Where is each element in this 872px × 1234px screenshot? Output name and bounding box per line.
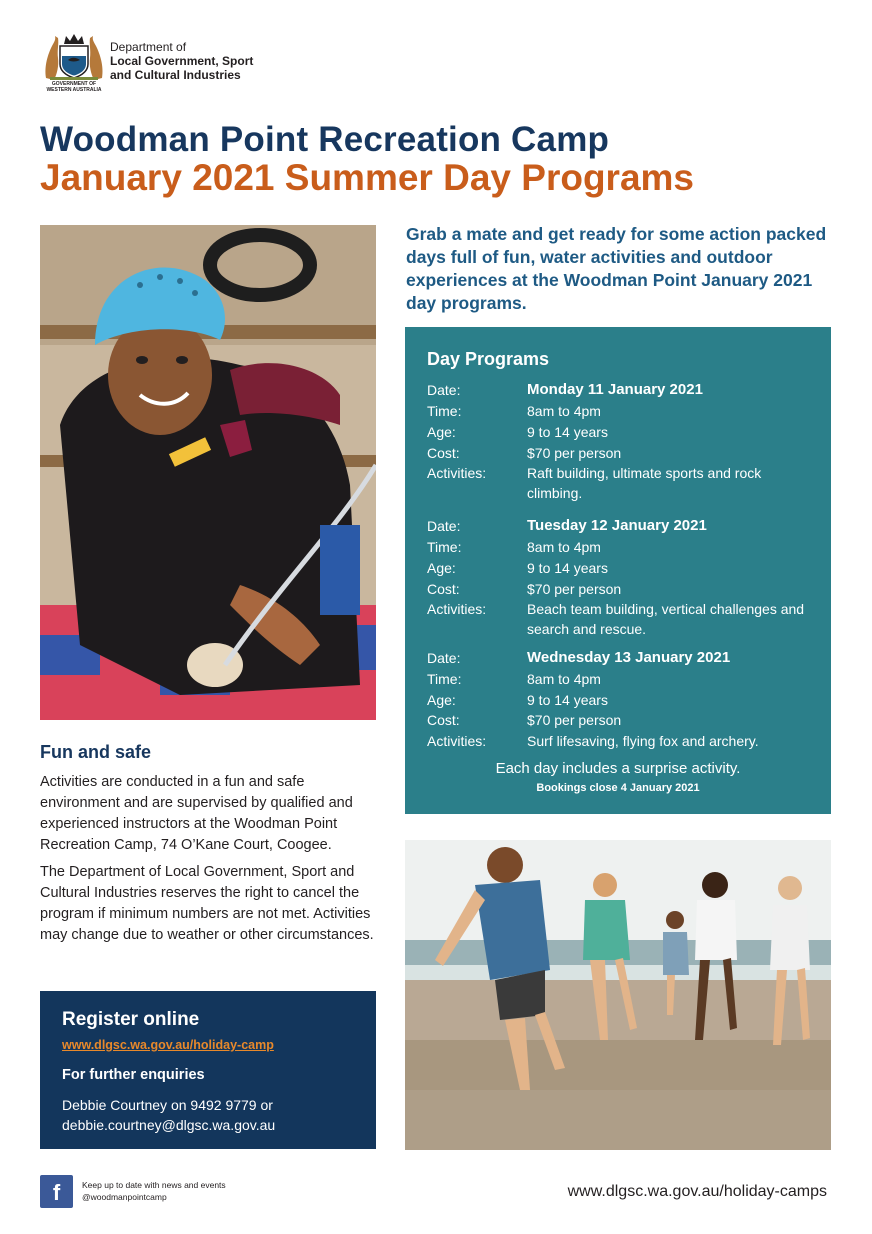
- time-label: Time:: [427, 671, 462, 687]
- fun-and-safe-heading: Fun and safe: [40, 742, 152, 762]
- program-age: 9 to 14 years: [527, 560, 608, 576]
- kids-beach-photo: [405, 840, 831, 1150]
- date-label: Date:: [427, 518, 461, 534]
- activities-label: Activities:: [427, 601, 487, 617]
- footer-url[interactable]: www.dlgsc.wa.gov.au/holiday-camps: [567, 1183, 827, 1200]
- register-title: Register online: [62, 1009, 200, 1030]
- page-subtitle: January 2021 Summer Day Programs: [40, 157, 695, 198]
- department-name: [110, 40, 253, 82]
- time-label: Time:: [427, 403, 462, 419]
- program-time: 8am to 4pm: [527, 539, 601, 555]
- day-programs-panel: [405, 327, 831, 814]
- register-panel: [40, 991, 376, 1149]
- program-cost: $70 per person: [527, 445, 622, 461]
- facebook-icon[interactable]: f: [40, 1175, 73, 1208]
- fun-safe-paragraph-2: The Department of Local Government, Sport and Cultural Industries reserves the right to cancel the program if minimum numbers are not met. Activities may change due to weather or other circumstances.: [40, 864, 374, 943]
- climbing-boy-photo: [40, 225, 376, 720]
- surprise-activity-note: Each day includes a surprise activity.: [495, 760, 741, 777]
- activities-label: Activities:: [427, 465, 487, 481]
- crest-caption-line2: WESTERN AUSTRALIA: [46, 87, 102, 93]
- department-line1: Department of: [110, 40, 187, 54]
- age-label: Age:: [427, 560, 456, 576]
- date-label: Date:: [427, 650, 461, 666]
- program-activities: Surf lifesaving, flying fox and archery.: [527, 733, 759, 749]
- program-time: 8am to 4pm: [527, 403, 601, 419]
- program-date: Wednesday 13 January 2021: [527, 649, 731, 666]
- intro-text: Grab a mate and get ready for some action packed days full of fun, water activities and outdoor experiences at the Woodman Point January 2021 day programs.: [406, 224, 827, 313]
- cost-label: Cost:: [427, 445, 460, 461]
- age-label: Age:: [427, 692, 456, 708]
- program-time: 8am to 4pm: [527, 671, 601, 687]
- program-date: Monday 11 January 2021: [527, 381, 703, 398]
- contact-email[interactable]: debbie.courtney@dlgsc.wa.gov.au: [62, 1117, 276, 1133]
- page-title: Woodman Point Recreation Camp: [40, 120, 610, 159]
- bookings-close-note: Bookings close 4 January 2021: [536, 782, 700, 794]
- fun-safe-paragraph-1: Activities are conducted in a fun and safe environment and are supervised by qualified and experienced instructors at the Woodman Point Recreation Camp, 74 O’Kane Court, Coogee.: [40, 774, 353, 853]
- department-line2: Local Government, Sport: [110, 54, 254, 68]
- program-cost: $70 per person: [527, 712, 622, 728]
- program-activities: Raft building, ultimate sports and rock climbing.: [527, 465, 762, 501]
- crest-caption: [40, 81, 108, 93]
- facebook-tagline: Keep up to date with news and events: [82, 1180, 226, 1190]
- cost-label: Cost:: [427, 712, 460, 728]
- department-logo: [40, 30, 300, 96]
- age-label: Age:: [427, 424, 456, 440]
- program-age: 9 to 14 years: [527, 424, 608, 440]
- register-link[interactable]: www.dlgsc.wa.gov.au/holiday-camp: [62, 1038, 274, 1052]
- department-line3: and Cultural Industries: [110, 68, 241, 82]
- contact-details: [62, 1095, 275, 1135]
- contact-phone: Debbie Courtney on 9492 9779 or: [62, 1097, 273, 1113]
- enquiries-heading: For further enquiries: [62, 1067, 205, 1083]
- program-age: 9 to 14 years: [527, 692, 608, 708]
- facebook-text: [82, 1179, 226, 1203]
- day-programs-title: Day Programs: [427, 349, 550, 369]
- program-cost: $70 per person: [527, 581, 622, 597]
- time-label: Time:: [427, 539, 462, 555]
- activities-label: Activities:: [427, 733, 487, 749]
- program-activities: Beach team building, vertical challenges and search and rescue.: [527, 601, 805, 637]
- crest-caption-line1: GOVERNMENT OF: [51, 81, 97, 87]
- program-date: Tuesday 12 January 2021: [527, 517, 707, 534]
- facebook-handle[interactable]: @woodmanpointcamp: [82, 1192, 167, 1202]
- cost-label: Cost:: [427, 581, 460, 597]
- date-label: Date:: [427, 382, 461, 398]
